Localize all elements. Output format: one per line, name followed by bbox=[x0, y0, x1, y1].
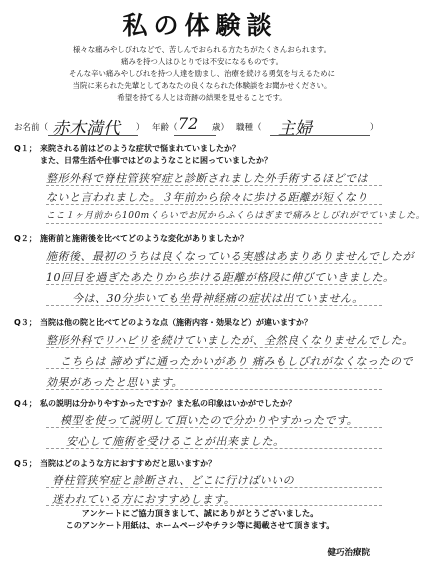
intro-line: 様々な痛みやしびれなどで、苦しんでおられる方たちがたくさんおられます。 bbox=[73, 45, 331, 54]
question-number: Q３； bbox=[14, 318, 37, 327]
footer-line: このアンケート用紙は、ホームページやチラシ等に掲載させて頂きます。 bbox=[65, 520, 335, 530]
age-value: 72 bbox=[178, 114, 199, 133]
answer-rule bbox=[46, 223, 382, 224]
age-underline bbox=[174, 135, 216, 136]
footer-message bbox=[0, 507, 400, 531]
question-text: 私の説明は分かりやすかったですか？また私の印象はいかがでしたか？ bbox=[40, 399, 296, 408]
answer-line: 整形外科で脊柱管狭窄症と診断されました外手術するほどでは bbox=[46, 172, 368, 185]
job-underline bbox=[270, 135, 370, 136]
intro-line: そんな辛い痛みやしびれを持つ人達を励まし、治療を続ける勇気を与えるために bbox=[68, 69, 336, 78]
respondent-info bbox=[0, 114, 400, 139]
question-text: 当院はどのような方におすすめだと思いますか？ bbox=[40, 459, 217, 468]
answer-rule bbox=[46, 284, 382, 285]
answer-line: こちらは 諦めずに通ったかいがあり 痛みもしびれがなくなったので bbox=[60, 355, 413, 368]
question-5 bbox=[14, 458, 216, 469]
answer-line: ここ１ヶ月前から100mくらいでお尻からふくらはぎまで痛みとしびれがでていました。 bbox=[46, 211, 425, 221]
answer-line: ないと言われました。３年前から徐々に歩ける距離が短くなり bbox=[46, 191, 368, 204]
name-value: 赤木満代 bbox=[52, 119, 120, 139]
question-1 bbox=[14, 143, 240, 154]
question-text: 来院される前はどのような症状で悩まれていましたか？ bbox=[40, 144, 240, 153]
answer-line: 10回目を過ぎたあたりから歩ける距離が格段に伸びていきました。 bbox=[46, 271, 395, 284]
name-label: お名前（ bbox=[14, 123, 49, 133]
question-number: Q１； bbox=[14, 144, 37, 153]
intro-line: 希望を持てる人とは奇跡の結果を見せることです。 bbox=[117, 93, 287, 102]
answer-line: 迷われている方におすすめします。 bbox=[52, 493, 236, 506]
answer-line: 模型を使って説明して頂いたので分かりやすかったです。 bbox=[60, 414, 359, 427]
name-underline bbox=[48, 135, 138, 136]
question-3 bbox=[14, 317, 312, 328]
page-title: 私の体験談 bbox=[122, 11, 278, 40]
answer-rule bbox=[46, 305, 382, 306]
answer-line: 効果があったと思います。 bbox=[46, 376, 184, 389]
answer-rule bbox=[46, 505, 382, 506]
footer-line: アンケートにご協力頂きまして、誠にありがとうございました。 bbox=[81, 508, 319, 518]
answer-rule bbox=[46, 185, 382, 186]
answer-rule bbox=[46, 389, 382, 390]
clinic-name: 健巧治療院 bbox=[327, 548, 370, 558]
question-text: 施術前と施術後を比べてどのような変化がありましたか？ bbox=[40, 234, 248, 243]
question-text: 当院は他の院と比べてどのような点（施術内容・効果など）が違いますか？ bbox=[40, 318, 312, 327]
answer-rule bbox=[46, 427, 382, 428]
answer-line: 脊柱管狭窄症と診断され、どこに行けばいいの bbox=[52, 474, 295, 487]
answer-line: 整形外科でリハビリを続けていましたが、全然良くなりませんでした。 bbox=[46, 334, 414, 347]
question-4 bbox=[14, 398, 296, 409]
name-close: ） bbox=[136, 123, 145, 133]
question-number: Q４； bbox=[14, 399, 37, 408]
answer-rule bbox=[46, 204, 382, 205]
intro-line: 痛みを持つ人はひとりでは不安になるものです。 bbox=[120, 57, 283, 66]
question-number: Q２； bbox=[14, 234, 37, 243]
answer-line: 安心して施術を受けることが出来ました。 bbox=[66, 435, 285, 448]
answer-rule bbox=[46, 487, 382, 488]
answer-rule bbox=[46, 368, 382, 369]
answer-rule bbox=[46, 263, 382, 264]
job-label: 職種（ bbox=[236, 123, 262, 133]
intro-text bbox=[22, 44, 382, 104]
answer-line: 今は、30分歩いても坐骨神経痛の症状は出ていません。 bbox=[72, 292, 364, 305]
age-close: 歳） bbox=[212, 123, 230, 133]
question-number: Q５； bbox=[14, 459, 37, 468]
age-label: 年齢（ bbox=[152, 123, 178, 133]
intro-line: 当院に来られた先輩としてあなたの良くなられた体験談をお聞かせください。 bbox=[72, 81, 332, 90]
job-close: ） bbox=[370, 123, 379, 133]
answer-rule bbox=[46, 347, 382, 348]
job-value: 主婦 bbox=[278, 119, 312, 139]
question-2 bbox=[14, 233, 248, 244]
answer-line: 施術後、最初のうちは良くなっている実感はあまりありませんでしたが bbox=[46, 250, 414, 263]
answer-rule bbox=[46, 448, 382, 449]
question-1-sub: また、日常生活や仕事ではどのようなことに困っていましたか？ bbox=[40, 156, 272, 165]
